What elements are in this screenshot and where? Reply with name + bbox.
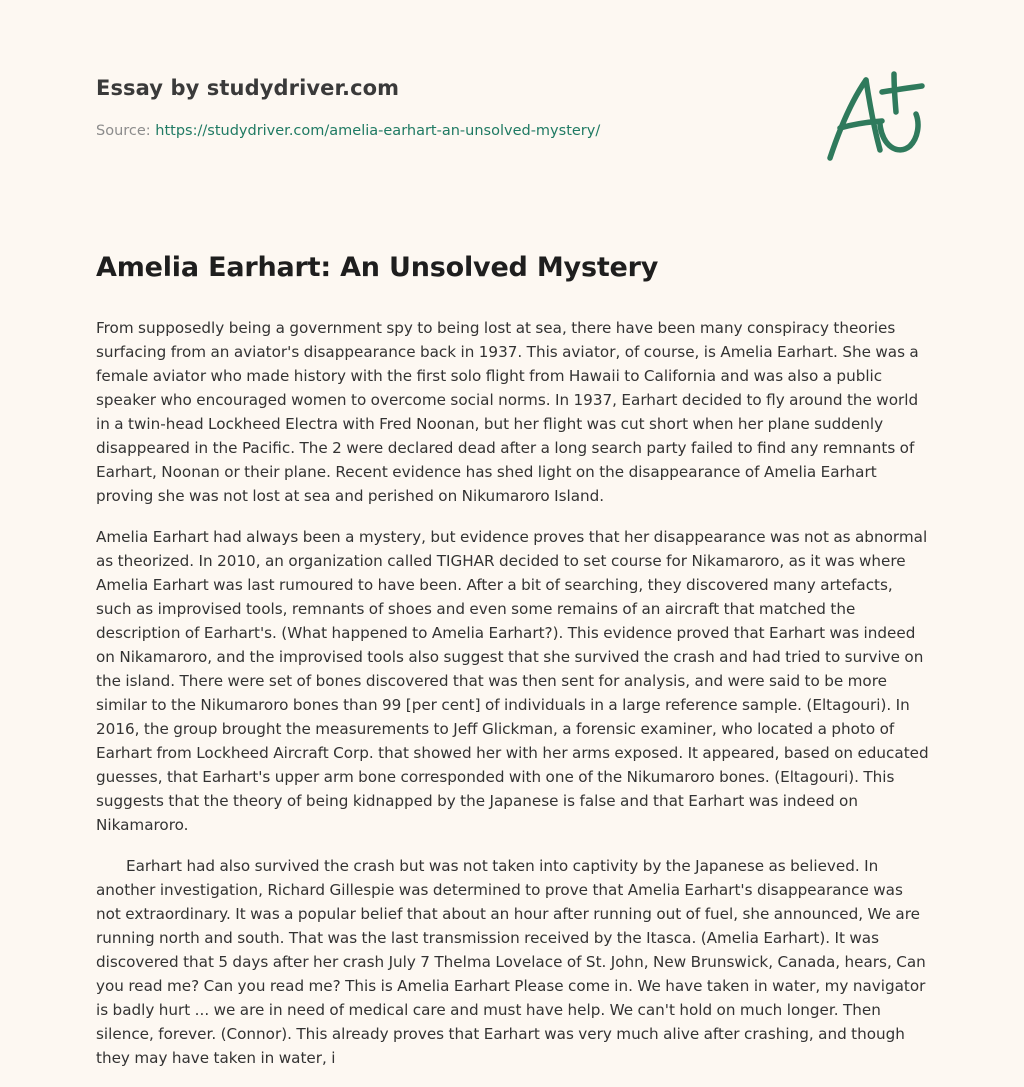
source-line [96, 123, 600, 139]
paragraph-2: Amelia Earhart had always been a mystery, but evidence proves that her disappearance was not as abnormal as theorized. In 2010, an organization called TIGHAR decided to set course for Nikamaroro, as it was where Amelia Earhart was last rumoured to have been. After a bit of searching, they discovered many artefacts, such as improvised tools, remnants of shoes and even some remains of an aircraft that matched the description of Earhart's. (What happened to Amelia Earhart?). This evidence proved that Earhart was indeed on Nikamaroro, and the improvised tools also suggest that she survived the crash and had tried to survive on the island. There were set of bones discovered that was then sent for analysis, and were said to be more similar to the Nikumaroro bones than 99 [per cent] of individuals in a large reference sample. (Eltagouri). In 2016, the group brought the measurements to Jeff Glickman, a forensic examiner, who located a photo of Earhart from Lockheed Aircraft Corp. that showed her with her arms exposed. It appeared, based on educated guesses, that Earhart's upper arm bone corresponded with one of the Nikumaroro bones. (Eltagouri). This suggests that the theory of being kidnapped by the Japanese is false and that Earhart was indeed on Nikamaroro. [96, 528, 929, 834]
article-title: Amelia Earhart: An Unsolved Mystery [96, 252, 659, 283]
site-title: Essay by studydriver.com [96, 76, 400, 100]
source-label: Source: [96, 123, 156, 139]
paragraph-3: Earhart had also survived the crash but was not taken into captivity by the Japanese as believed. In another investigation, Richard Gillespie was determined to prove that Amelia Earhart's disappearance was not extraordinary. It was a popular belief that about an hour after running out of fuel, she announced, We are running north and south. That was the last transmission received by the Itasca. (Amelia Earhart). It was discovered that 5 days after her crash July 7 Thelma Lovelace of St. John, New Brunswick, Canada, hears, Can you read me? Can you read me? This is Amelia Earhart Please come in. We have taken in water, my navigator is badly hurt ... we are in need of medical care and must have help. We can't hold on much longer. Then silence, forever. (Connor). This already proves that Earhart was very much alive after crashing, and though they may have taken in water, i [96, 857, 926, 1067]
a-plus-logo-icon [822, 66, 932, 166]
article-body [96, 316, 932, 1087]
paragraph-1: From supposedly being a government spy to being lost at sea, there have been many conspiracy theories surfacing from an aviator's disappearance back in 1937. This aviator, of course, is Amelia Earhart. She was a female aviator who made history with the first solo flight from Hawaii to California and was also a public speaker who encouraged women to overcome social norms. In 1937, Earhart decided to fly around the world in a twin-head Lockheed Electra with Fred Noonan, but her flight was cut short when her plane suddenly disappeared in the Pacific. The 2 were declared dead after a long search party failed to find any remnants of Earhart, Noonan or their plane. Recent evidence has shed light on the disappearance of Amelia Earhart proving she was not lost at sea and perished on Nikumaroro Island. [96, 319, 919, 505]
source-link[interactable]: https://studydriver.com/amelia-earhart-an-unsolved-mystery/ [155, 123, 601, 139]
